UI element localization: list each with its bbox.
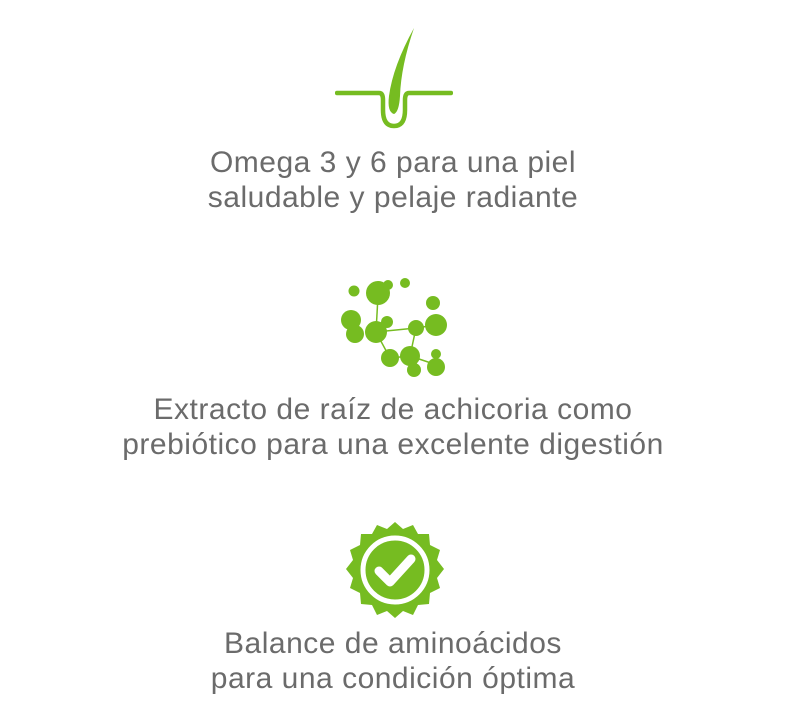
- feature-aminoacids-caption: [0, 626, 786, 696]
- feature-chicory-caption: [0, 392, 786, 462]
- feature-chicory: [0, 230, 786, 470]
- feature-aminoacids: [0, 470, 786, 725]
- feature-chicory-line1: Extracto de raíz de achicoria como: [153, 393, 633, 426]
- feature-aminoacids-line2: para una condición óptima: [210, 662, 576, 695]
- hair-follicle-icon: [335, 26, 453, 132]
- feature-aminoacids-line1: Balance de aminoácidos: [224, 627, 562, 660]
- feature-chicory-line2: prebiótico para una excelente digestión: [122, 428, 664, 461]
- check-badge-icon: [345, 520, 445, 620]
- feature-omega-line2: saludable y pelaje radiante: [207, 181, 579, 214]
- feature-omega-caption: [0, 145, 786, 215]
- feature-omega: [0, 0, 786, 230]
- molecule-icon: [330, 270, 455, 380]
- feature-omega-line1: Omega 3 y 6 para una piel: [209, 146, 577, 179]
